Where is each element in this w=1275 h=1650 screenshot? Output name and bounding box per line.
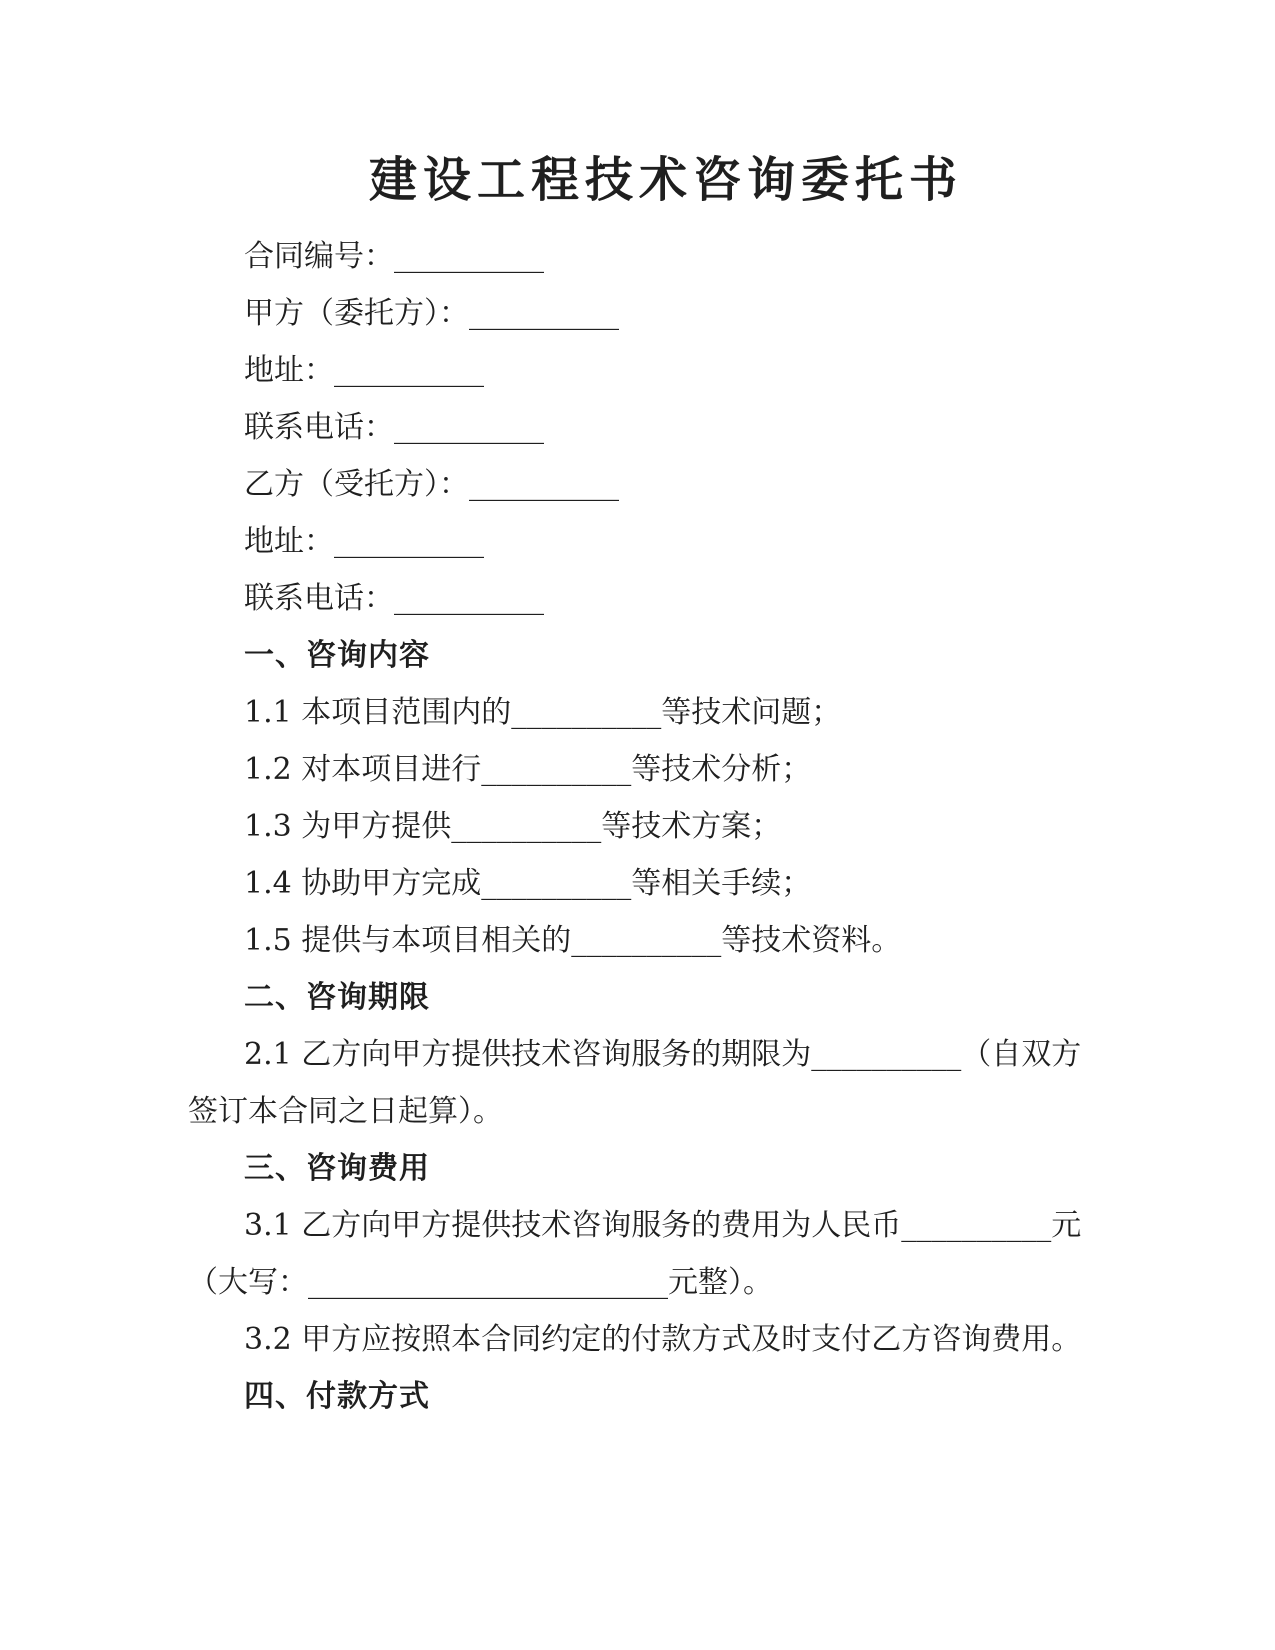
line-party-a-phone: 联系电话：__________ bbox=[244, 410, 544, 445]
line-item-1-4: 1.4 协助甲方完成__________等相关手续； bbox=[244, 866, 812, 901]
line-item-1-1: 1.1 本项目范围内的__________等技术问题； bbox=[244, 695, 842, 730]
line-item-3-1: 3.1 乙方向甲方提供技术咨询服务的费用为人民币__________元 bbox=[244, 1208, 1082, 1243]
document-body bbox=[188, 228, 1088, 1425]
line-party-b: 乙方（受托方）：__________ bbox=[244, 467, 619, 502]
line-party-a-address: 地址：__________ bbox=[244, 353, 484, 388]
line-party-b-phone: 联系电话：__________ bbox=[244, 581, 544, 616]
line-item-3-2: 3.2 甲方应按照本合同约定的付款方式及时支付乙方咨询费用。 bbox=[244, 1322, 1082, 1357]
heading-consulting-term: 二、咨询期限 bbox=[244, 980, 430, 1015]
line-item-2-1: 2.1 乙方向甲方提供技术咨询服务的期限为__________（自双方 bbox=[244, 1037, 1082, 1072]
line-item-2-1-wrap: 签订本合同之日起算）。 bbox=[188, 1094, 503, 1129]
heading-consulting-content: 一、咨询内容 bbox=[244, 638, 430, 673]
line-item-1-5: 1.5 提供与本项目相关的__________等技术资料。 bbox=[244, 923, 902, 958]
line-item-3-1-wrap: （大写：________________________元整）。 bbox=[188, 1265, 773, 1300]
line-item-1-2: 1.2 对本项目进行__________等技术分析； bbox=[244, 752, 812, 787]
line-item-1-3: 1.3 为甲方提供__________等技术方案； bbox=[244, 809, 782, 844]
document-title: 建设工程技术咨询委托书 bbox=[368, 152, 963, 208]
line-party-a: 甲方（委托方）：__________ bbox=[244, 296, 619, 331]
line-party-b-address: 地址：__________ bbox=[244, 524, 484, 559]
heading-consulting-fee: 三、咨询费用 bbox=[244, 1151, 430, 1186]
line-contract-number: 合同编号：__________ bbox=[244, 239, 544, 274]
heading-payment-method: 四、付款方式 bbox=[244, 1379, 430, 1414]
